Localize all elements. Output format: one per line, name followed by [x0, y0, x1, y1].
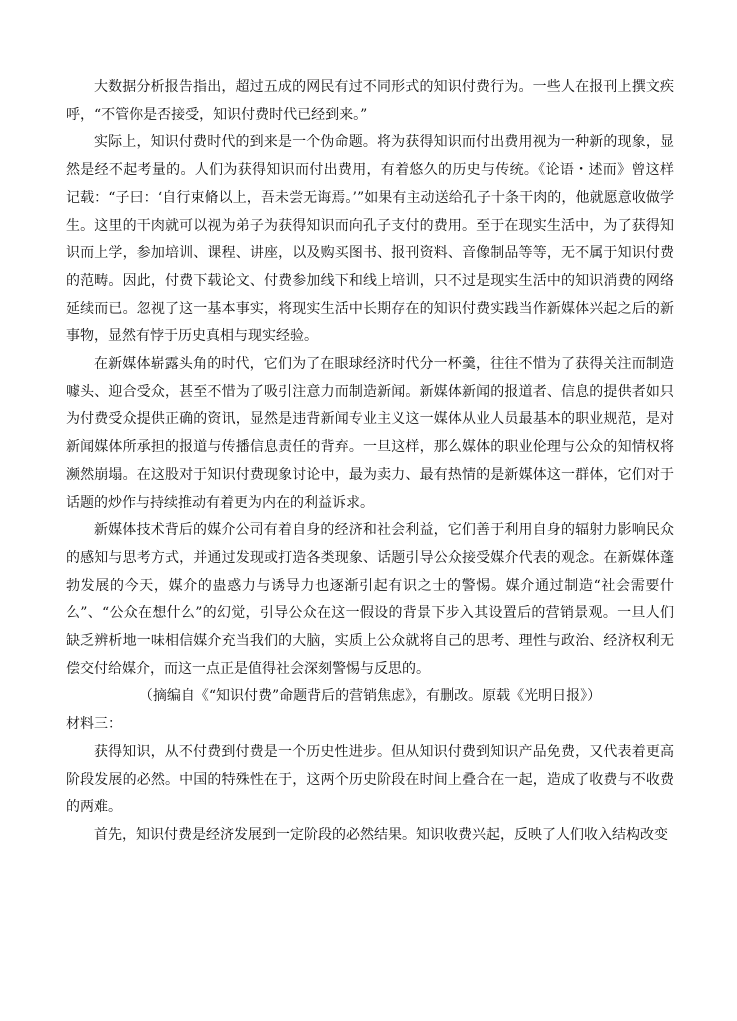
paragraph-2: 实际上，知识付费时代的到来是一个伪命题。将为获得知识而付出费用视为一种新的现象，显然是经不起考量的。人们为获得知识而付出费用，有着悠久的历史与传统。《论语・述而》曾这样记载：“子曰：‘自行束脩以上，吾未尝无诲焉。’”如果有主动送给孔子十条干肉的，他就愿意收做学生。这里的干肉就可以视为弟子为获得知识而向孔子支付的费用。至于在现实生活中，为了获得知识而上学，参加培训、课程、讲座，以及购买图书、报刊资料、音像制品等等，无不属于知识付费的范畴。因此，付费下载论文、付费参加线下和线上培训，只不过是现实生活中的知识消费的网络延续而已。忽视了这一基本事实，将现实生活中长期存在的知识付费实践当作新媒体兴起之后的新事物，显然有悖于历史真相与现实经验。 — [66, 134, 674, 345]
section-paragraph-1: 获得知识，从不付费到付费是一个历史性进步。但从知识付费到知识产品免费，又代表着更高阶段发展的必然。中国的特殊性在于，这两个历史阶段在时间上叠合在一起，造成了收费与不收费的两难。 — [66, 743, 674, 816]
paragraph-4: 新媒体技术背后的媒介公司有着自身的经济和社会利益，它们善于利用自身的辐射力影响民众的感知与思考方式，并通过发现或打造各类现象、话题引导公众接受媒介代表的观念。在新媒体蓬勃发展的今天，媒介的蛊惑力与诱导力也逐渐引起有识之士的警惕。媒介通过制造“社会需要什么”、“公众在想什么”的幻觉，引导公众在这一假设的背景下步入其设置后的营销景观。一旦人们缺乏辨析地一味相信媒介充当我们的大脑，实质上公众就将自己的思考、理性与政治、经济权利无偿交付给媒介，而这一点正是值得社会深刻警惕与反思的。 — [66, 522, 674, 677]
document-body — [66, 74, 674, 850]
paragraph-3: 在新媒体崭露头角的时代，它们为了在眼球经济时代分一杯羹，往往不惜为了获得关注而制造噱头、迎合受众，甚至不惜为了吸引注意力而制造新闻。新媒体新闻的报道者、信息的提供者如只为付费受众提供正确的资讯，显然是违背新闻专业主义这一媒体从业人员最基本的职业规范，是对新闻媒体所承担的报道与传播信息责任的背弃。一旦这样，那么媒体的职业伦理与公众的知情权将濒然崩塌。在这股对于知识付费现象讨论中，最为卖力、最有热情的是新媒体这一群体，它们对于话题的炒作与持续推动有着更为内在的利益诉求。 — [66, 356, 674, 511]
section-paragraph-2: 首先，知识付费是经济发展到一定阶段的必然结果。知识收费兴起，反映了人们收入结构改变 — [94, 826, 668, 843]
source-citation: （摘编自《“知识付费”命题背后的营销焦虑》，有删改。原载《光明日报》） — [138, 688, 602, 705]
section-heading: 材料三： — [66, 716, 122, 733]
paragraph-1: 大数据分析报告指出，超过五成的网民有过不同形式的知识付费行为。一些人在报刊上撰文疾呼，“不管你是否接受，知识付费时代已经到来。” — [66, 79, 674, 123]
